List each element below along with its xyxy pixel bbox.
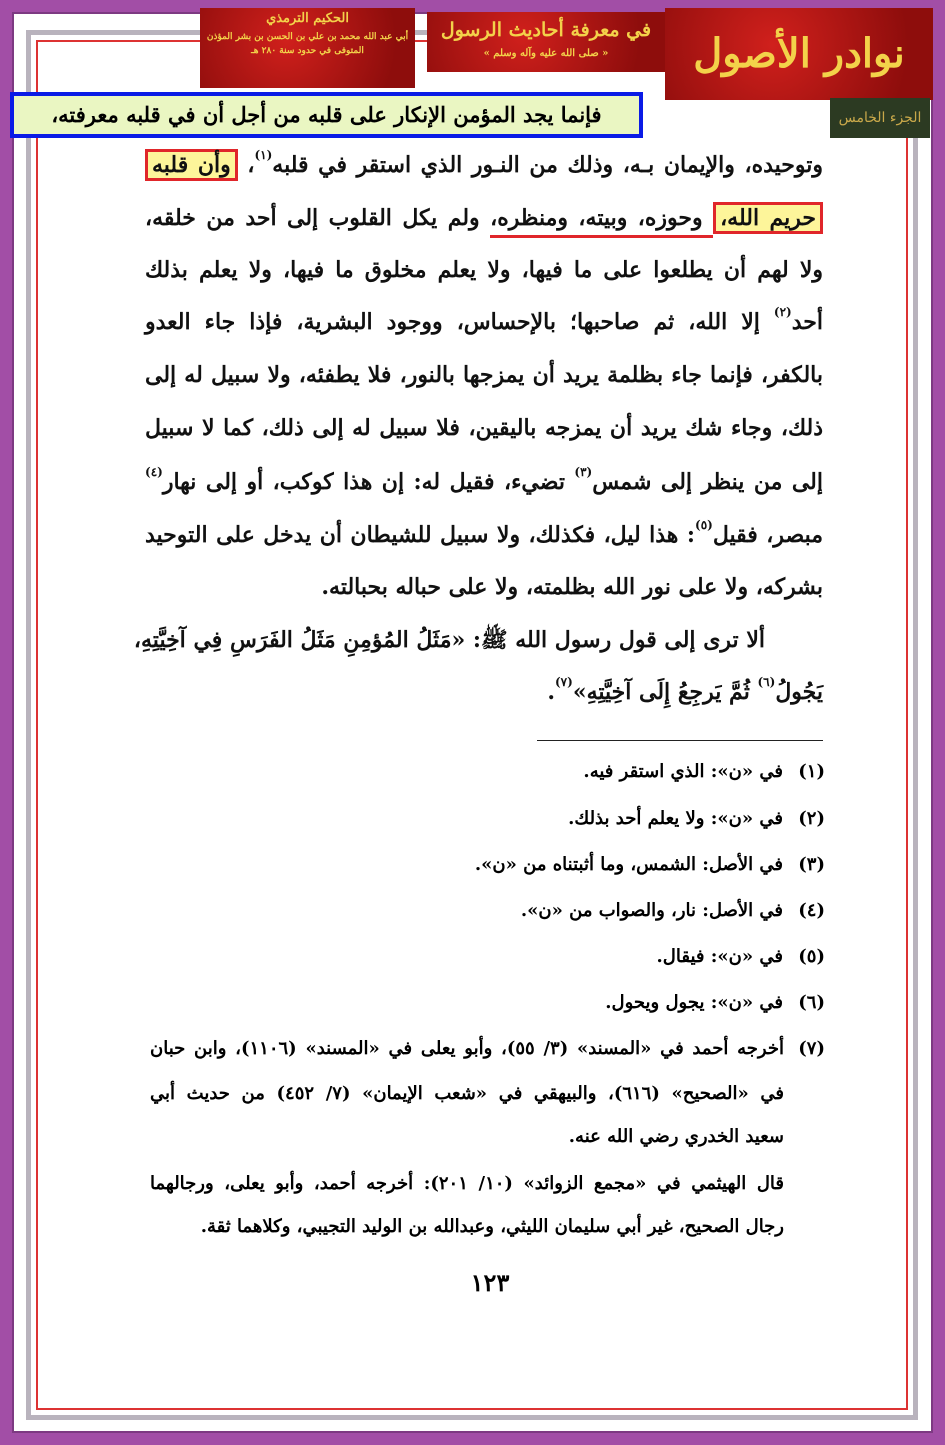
text: أحد (791, 309, 823, 335)
text: يَجُولُ (775, 679, 823, 705)
footnote-number: (٢) (798, 808, 825, 829)
footnote-number: (٧) (798, 1038, 825, 1059)
volume-label: الجزء الخامس (830, 98, 930, 138)
text: تضيء، فقيل له: إن هذا كوكب، أو إلى نهار (162, 469, 575, 495)
footnote-text: في «ن»: يجول ويحول. (605, 992, 783, 1013)
text: ، (237, 152, 255, 178)
text: إلى من ينظر إلى شمس (592, 469, 823, 495)
footnote-ref: (٧) (554, 675, 573, 689)
highlight: حريم الله، (713, 202, 823, 234)
text-line: بالكفر، فإنما جاء بظلمة يريد أن يمزجها بالنور، فلا يطفئه، ولا سبيل له إلى (145, 362, 823, 388)
highlight: وأن قلبه (145, 149, 238, 181)
footnote-divider (537, 740, 823, 741)
text-line (145, 465, 823, 499)
book-subtitle: في معرفة أحاديث الرسول (440, 19, 652, 41)
footnote-number: (٣) (798, 854, 825, 875)
footnote-ref: (٣) (574, 465, 593, 479)
text-line (145, 305, 823, 339)
footnote (150, 804, 825, 834)
text: . (547, 679, 555, 705)
footnote (150, 942, 825, 972)
text-line: ذلك، وجاء شك يريد أن يمزجه باليقين، فلا سبيل له إلى ذلك، كما لا سبيل (145, 415, 823, 441)
text: وتوحيده، والإيمان بـه، وذلك من النـور الذي استقر في قلبه (272, 152, 823, 178)
footnote-number: (٦) (798, 992, 825, 1013)
footnote-text: في الأصل: نار، والصواب من «ن». (520, 900, 783, 921)
footnote-ref: (٤) (145, 465, 163, 479)
text-line: ولا لهم أن يطلعوا على ما فيها، ولا يعلم مخلوق ما فيها، ولا يعلم بذلك (145, 257, 823, 283)
book-title: نوادر الأصول (693, 30, 905, 77)
book-subtitle-logo (427, 12, 665, 72)
footnote (150, 988, 825, 1018)
author-title: الحكيم الترمذي (266, 11, 349, 26)
text: مبصر، فقيل (712, 522, 823, 548)
footnote-text: في «ن»: الذي استقر فيه. (583, 761, 783, 782)
page-number: ١٢٣ (470, 1268, 510, 1297)
footnote-ref: (٥) (695, 518, 713, 532)
text-line: ألا ترى إلى قول رسول الله ﷺ: «مَثَلُ المُؤمِنِ مَثَلُ الفَرَسِ فِي آخِيَّتِهِ، (133, 627, 765, 653)
footnote (150, 757, 825, 787)
footnote-text: في «ن»: ولا يعلم أحد بذلك. (568, 808, 783, 829)
text-line (145, 518, 823, 552)
text: ثُمَّ يَرجِعُ إِلَى آخِيَّتِهِ» (572, 679, 758, 705)
author-death: المتوفى في حدود سنة ٢٨٠ هـ (251, 46, 364, 56)
footnote-text: في «الصحيح» (٦١٦)، والبيهقي في «شعب الإيمان» (٧/ ٤٥٢) من حديث أبي (150, 1083, 785, 1104)
footnote-ref: (٢) (773, 305, 792, 319)
footnote-text: سعيد الخدري رضي الله عنه. (568, 1126, 784, 1147)
footnote-ref: (٦) (757, 675, 776, 689)
footnote (150, 896, 825, 926)
book-title-logo (665, 8, 933, 100)
underlined-text: وحوزه، وبيته، ومنظره، (490, 205, 713, 238)
page-inner-border (36, 40, 908, 1410)
text-line: بشركه، ولا على نور الله بظلمته، ولا على حباله بحبالته. (321, 574, 823, 600)
text: : هذا ليل، فكذلك، ولا سبيل للشيطان أن يدخل على التوحيد (145, 522, 696, 548)
footnote-number: (٥) (798, 946, 825, 967)
text-line (145, 201, 823, 235)
footnote-text: أخرجه أحمد في «المسند» (٣/ ٥٥)، وأبو يعلى في «المسند» (١١٠٦)، وابن حبان (150, 1038, 784, 1059)
text: إلا الله، ثم صاحبها؛ بالإحساس، ووجود البشرية، فإذا جاء العدو (145, 309, 774, 335)
note-text: رجال الصحيح، غير أبي سليمان الليثي، وعبدالله بن الوليد التجيبي، وكلاهما ثقة. (200, 1216, 784, 1237)
footnote-number: (١) (798, 761, 825, 782)
footnote (150, 850, 825, 880)
note-text: قال الهيثمي في «مجمع الزوائد» (١٠/ ٢٠١): أخرجه أحمد، وأبو يعلى، ورجالهما (150, 1173, 785, 1194)
headline-quote: فإنما يجد المؤمن الإنكار على قلبه من أجل أن في قلبه معرفته، (10, 92, 643, 138)
footnote-number: (٤) (798, 900, 825, 921)
salutation: « صلى الله عليه وآله وسلم » (483, 48, 609, 59)
footnote-text: في الأصل: الشمس، وما أثبتناه من «ن». (474, 854, 783, 875)
text-line (145, 675, 823, 709)
author-logo (200, 8, 415, 88)
text-line (145, 148, 823, 182)
text: ولم يكل القلوب إلى أحد من خلقه، (145, 205, 491, 231)
footnote-ref: (١) (254, 148, 273, 162)
footnote-text: في «ن»: فيقال. (656, 946, 783, 967)
author-name: أبي عبد الله محمد بن علي بن الحسن بن بشر المؤذن (206, 32, 409, 42)
